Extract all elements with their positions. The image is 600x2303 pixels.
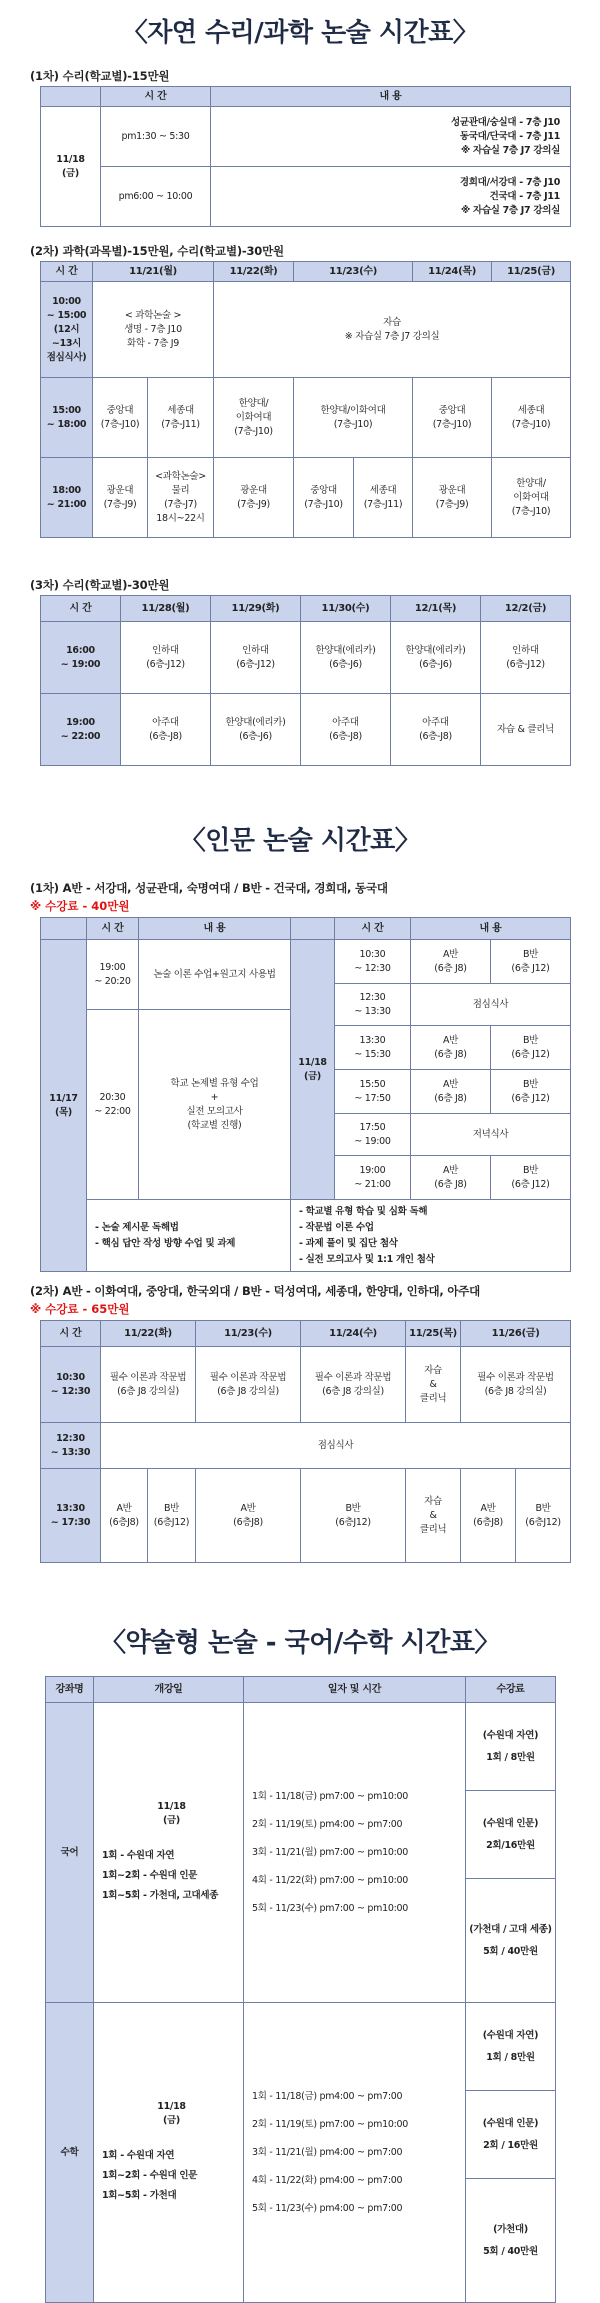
time-cell: 15:50 ~ 17:50 [335,1070,411,1114]
schedule-cell: 중앙대 (7층-J10) [413,378,492,458]
fee-price: 1회 / 8만원 [486,1751,535,1763]
open-date-cell [94,2003,244,2303]
time-cell: 13:30 ~ 17:30 [41,1469,101,1563]
header-open-date: 개강일 [94,1677,244,1703]
schedule-cell: 세종대 (7층-J11) [148,378,214,458]
notes-cell: - 학교별 유형 학습 및 심화 독해 - 작문법 이론 수업 - 과제 풀이 및 집단 첨삭 - 실전 모의고사 및 1:1 개인 첨삭 [291,1200,571,1272]
session-list: 1회 - 11/18(금) pm7:00 ~ pm10:00 2회 - 11/19(토) pm4:00 ~ pm7:00 3회 - 11/21(월) pm7:00 ~ pm10:00 4회 - 11/22(화) pm7:00 ~ pm10:00 5회 - 11/23(수) pm7:00 ~ pm10:00 [244,1703,466,2003]
fee-cell [466,2179,556,2303]
open-date: 11/18 (금) [157,1800,186,1826]
schedule-cell: 한양대(에리카) (6층-J6) [301,622,391,694]
clinic-cell: 자습 & 클리닉 [406,1469,461,1563]
notes-cell: - 논술 제시문 독해법 - 핵심 답안 작성 방향 수업 및 과제 [87,1200,291,1272]
fee-label: (수원대 자연) [482,2029,539,2041]
science-round1-table [40,86,571,227]
slot-content: 경희대/서강대 - 7층 J10 건국대 - 7층 J11 ※ 자습실 7층 J7 강의실 [211,167,571,227]
header-day: 11/24(목) [413,262,492,282]
header-content: 내 용 [211,87,571,107]
schedule-cell: 인하대 (6층-J12) [121,622,211,694]
fee-label: (가천대 / 고대 세종) [469,1923,552,1935]
header-time: 시 간 [335,918,411,940]
header-blank [41,918,87,940]
header-time: 시 간 [87,918,139,940]
course-name-korean: 국어 [46,1703,94,2003]
fee-label: (수원대 자연) [482,1729,539,1741]
fee-cell [466,1703,556,1791]
schedule-cell: 한양대/ 이화여대 (7층-J10) [214,378,294,458]
header-content: 내 용 [411,918,571,940]
science-round3-table [40,595,571,766]
header-day: 11/30(수) [301,596,391,622]
class-a-cell: A반 (6층 J8) [411,1026,491,1070]
schedule-cell: 아주대 (6층-J8) [121,694,211,766]
open-detail: 1회 - 수원대 자연 1회~2회 - 수원대 인문 1회~5회 - 가천대, 고대세종 [102,1849,219,1901]
slot-time: pm6:00 ~ 10:00 [101,167,211,227]
round3-heading: (3차) 수리(학교별)-30만원 [30,578,170,592]
schedule-cell: 광운대 (7층-J9) [93,458,148,538]
round2-heading: (2차) 과학(과목별)-15만원, 수리(학교별)-30만원 [30,244,284,258]
schedule-cell: 인하대 (6층-J12) [481,622,571,694]
fee-price: 2회/16만원 [486,1839,535,1851]
class-a-cell: A반 (6층 J8) [411,940,491,984]
class-b-cell: B반 (6층J12) [301,1469,406,1563]
section-title-short-essay: 〈약술형 논술 - 국어/수학 시간표〉 [100,1628,500,1658]
header-day: 11/21(월) [93,262,214,282]
humanities-round1-right-table [290,917,571,1272]
humanities-round1-left-table [40,917,291,1272]
time-cell: 19:00 ~ 22:00 [41,694,121,766]
section-title-humanities: 〈인문 논술 시간표〉 [179,826,421,856]
schedule-cell: 한양대/ 이화여대 (7층-J10) [492,458,571,538]
class-a-cell: A반 (6층J8) [101,1469,148,1563]
time-cell: 19:00 ~ 21:00 [335,1156,411,1200]
science-lecture-cell: < 과학논술 > 생명 - 7층 J10 화학 - 7층 J9 [93,282,214,378]
header-day: 11/28(월) [121,596,211,622]
time-cell: 10:30 ~ 12:30 [41,1347,101,1423]
schedule-cell: 광운대 (7층-J9) [413,458,492,538]
fee-label: (가천대) [493,2223,528,2235]
class-b-cell: B반 (6층 J12) [491,940,571,984]
open-detail: 1회 - 수원대 자연 1회~2회 - 수원대 인문 1회~5회 - 가천대 [102,2149,198,2201]
schedule-cell: 아주대 (6층-J8) [301,694,391,766]
fee-notice: ※ 수강료 - 65만원 [30,1302,130,1316]
schedule-cell: 한양대/이화여대 (7층-J10) [294,378,413,458]
header-time: 시 간 [41,1321,101,1347]
time-cell: 10:00 ~ 15:00 (12시 ~13시 점심식사) [41,282,93,378]
header-blank [41,87,101,107]
class-b-cell: B반 (6층J12) [516,1469,571,1563]
time-cell: 10:30 ~ 12:30 [335,940,411,984]
schedule-cell: 세종대 (7층-J11) [354,458,413,538]
section-title-science: 〈자연 수리/과학 논술 시간표〉 [121,18,479,48]
class-a-cell: A반 (6층J8) [461,1469,516,1563]
time-cell: 16:00 ~ 19:00 [41,622,121,694]
session-list: 1회 - 11/18(금) pm4:00 ~ pm7:00 2회 - 11/19(토) pm7:00 ~ pm10:00 3회 - 11/21(월) pm4:00 ~ pm7:00 4회 - 11/22(화) pm4:00 ~ pm7:00 5회 - 11/23(수) pm4:00 ~ pm7:00 [244,2003,466,2303]
header-day: 11/24(수) [301,1321,406,1347]
lunch-cell: 점심식사 [101,1423,571,1469]
fee-notice: ※ 수강료 - 40만원 [30,899,130,913]
class-a-cell: A반 (6층J8) [196,1469,301,1563]
fee-cell [466,2091,556,2179]
lecture-cell: 필수 이론과 작문법 (6층 J8 강의실) [461,1347,571,1423]
dinner-cell: 저녁식사 [411,1114,571,1156]
time-cell: 17:50 ~ 19:00 [335,1114,411,1156]
date-cell: 11/18 (금) [41,107,101,227]
time-cell: 15:00 ~ 18:00 [41,378,93,458]
header-day: 11/25(금) [492,262,571,282]
time-cell: 12:30 ~ 13:30 [41,1423,101,1469]
time-cell: 20:30 ~ 22:00 [87,1010,139,1200]
class-b-cell: B반 (6층J12) [148,1469,196,1563]
schedule-cell: 한양대(에리카) (6층-J6) [211,694,301,766]
header-day: 11/26(금) [461,1321,571,1347]
header-schedule: 일자 및 시간 [244,1677,466,1703]
open-date: 11/18 (금) [157,2100,186,2126]
slot-time: pm1:30 ~ 5:30 [101,107,211,167]
class-a-cell: A반 (6층 J8) [411,1070,491,1114]
fee-price: 1회 / 8만원 [486,2051,535,2063]
header-fee: 수강료 [466,1677,556,1703]
date-cell: 11/17 (목) [41,940,87,1272]
header-day: 11/23(수) [196,1321,301,1347]
time-cell: 19:00 ~ 20:20 [87,940,139,1010]
schedule-cell: 광운대 (7층-J9) [214,458,294,538]
short-essay-table [45,1676,556,2303]
schedule-cell: <과학논술> 물리 (7층-J7) 18시~22시 [148,458,214,538]
open-date-cell [94,1703,244,2003]
class-a-cell: A반 (6층 J8) [411,1156,491,1200]
course-name-math: 수학 [46,2003,94,2303]
header-day: 11/22(화) [101,1321,196,1347]
lunch-cell: 점심식사 [411,984,571,1026]
round1-heading: (1차) 수리(학교별)-15만원 [30,69,170,83]
content-cell: 학교 논제별 유형 수업 + 실전 모의고사 (학교별 진행) [139,1010,291,1200]
header-blank [291,918,335,940]
fee-price: 5회 / 40만원 [483,1945,538,1957]
schedule-cell: 중앙대 (7층-J10) [93,378,148,458]
self-study-cell: 자습 ※ 자습실 7층 J7 강의실 [214,282,571,378]
schedule-cell: 인하대 (6층-J12) [211,622,301,694]
header-day: 11/23(수) [294,262,413,282]
humanities-round2-table [40,1320,571,1563]
date-cell: 11/18 (금) [291,940,335,1200]
science-round2-table [40,261,571,538]
class-b-cell: B반 (6층 J12) [491,1070,571,1114]
fee-price: 2회 / 16만원 [483,2139,538,2151]
header-time: 시 간 [101,87,211,107]
header-day: 12/2(금) [481,596,571,622]
content-cell: 논술 이론 수업+원고지 사용법 [139,940,291,1010]
time-cell: 18:00 ~ 21:00 [41,458,93,538]
lecture-cell: 필수 이론과 작문법 (6층 J8 강의실) [196,1347,301,1423]
schedule-cell: 아주대 (6층-J8) [391,694,481,766]
header-time: 시 간 [41,596,121,622]
header-day: 11/29(화) [211,596,301,622]
lecture-cell: 필수 이론과 작문법 (6층 J8 강의실) [101,1347,196,1423]
header-day: 12/1(목) [391,596,481,622]
schedule-cell: 세종대 (7층-J10) [492,378,571,458]
header-time: 시 간 [41,262,93,282]
schedule-cell: 중앙대 (7층-J10) [294,458,354,538]
lecture-cell: 필수 이론과 작문법 (6층 J8 강의실) [301,1347,406,1423]
time-cell: 13:30 ~ 15:30 [335,1026,411,1070]
fee-label: (수원대 인문) [482,1817,539,1829]
slot-content: 성균관대/숭실대 - 7층 J10 동국대/단국대 - 7층 J11 ※ 자습실 7층 J7 강의실 [211,107,571,167]
class-b-cell: B반 (6층 J12) [491,1156,571,1200]
round1-heading: (1차) A반 - 서강대, 성균관대, 숙명여대 / B반 - 건국대, 경희대, 동국대 [30,881,388,895]
schedule-cell: 자습 & 클리닉 [481,694,571,766]
header-day: 11/25(목) [406,1321,461,1347]
fee-cell [466,1791,556,1879]
fee-cell [466,2003,556,2091]
round2-heading: (2차) A반 - 이화여대, 중앙대, 한국외대 / B반 - 덕성여대, 세종대, 한양대, 인하대, 아주대 [30,1284,481,1298]
schedule-cell: 한양대(에리카) (6층-J6) [391,622,481,694]
header-day: 11/22(화) [214,262,294,282]
class-b-cell: B반 (6층 J12) [491,1026,571,1070]
time-cell: 12:30 ~ 13:30 [335,984,411,1026]
fee-cell [466,1879,556,2003]
fee-price: 5회 / 40만원 [483,2245,538,2257]
fee-label: (수원대 인문) [482,2117,539,2129]
header-course: 강좌명 [46,1677,94,1703]
header-content: 내 용 [139,918,291,940]
clinic-cell: 자습 & 클리닉 [406,1347,461,1423]
